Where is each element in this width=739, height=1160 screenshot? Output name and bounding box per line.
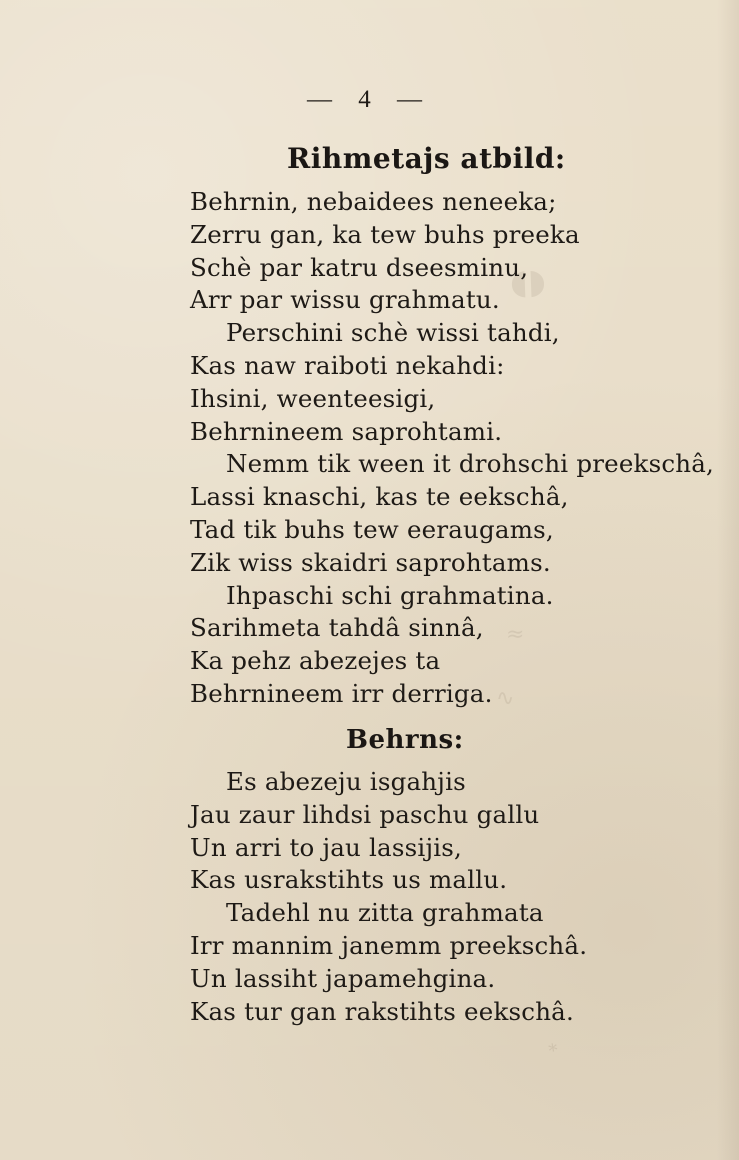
poem-line: Tadehl nu zitta grahmata [226, 898, 544, 928]
poem-line: Arr par wissu grahmatu. [190, 285, 500, 315]
show-through-ornament: ◖◗ [509, 261, 547, 303]
poem-line: Schè par katru dseesminu, [190, 252, 529, 282]
poem-line: Ka pehz abezejes ta [190, 646, 441, 676]
show-through-mark: ⁎ [546, 1034, 559, 1057]
poem-line: Zik wiss skaidri saprohtams. [190, 547, 551, 577]
child-poem [190, 766, 710, 1028]
page-number: — 4 — [307, 86, 432, 113]
poem-line: Behrnineem saprohtami. [190, 416, 503, 446]
poem-line: Nemm tik ween it drohschi preekschâ, [226, 449, 715, 479]
poem-line: Ihsini, weenteesigi, [190, 383, 436, 413]
poem-line: Un lassiht japamehgina. [190, 963, 496, 993]
section-title: Rihmetajs atbild: [287, 142, 566, 175]
poem-line: Behrnin, nebaidees neneeka; [190, 187, 557, 216]
page-edge-shadow [717, 0, 739, 1160]
show-through-mark: ≈ [506, 622, 525, 647]
poem-line: Jau zaur lihdsi paschu gallu [190, 799, 540, 829]
poem-line: Un arri to jau lassijis, [190, 832, 463, 862]
poem-line: Sarihmeta tahdâ sinnâ, [190, 613, 484, 643]
section-title: Behrns: [346, 725, 464, 755]
narrator-poem [190, 186, 715, 711]
poem-line: Kas naw raiboti nekahdi: [190, 350, 505, 380]
poem-line: Zerru gan, ka tew buhs preeka [190, 219, 580, 249]
poem-line: Irr mannim janemm preekschâ. [190, 930, 588, 960]
poem-line: Lassi knaschi, kas te eekschâ, [190, 482, 569, 512]
poem-line: Ihpaschi schi grahmatina. [226, 580, 554, 610]
poem-line: Kas usrakstihts us mallu. [190, 865, 508, 895]
poem-line: Behrnineem irr derriga. [190, 678, 493, 708]
poem-line: Kas tur gan rakstihts eekschâ. [190, 996, 574, 1026]
poem-line: Tad tik buhs tew eeraugams, [190, 514, 554, 544]
show-through-mark: ∿ [496, 686, 515, 711]
poem-line: Es abezeju isgahjis [226, 767, 466, 796]
poem-line: Perschini schè wissi tahdi, [226, 318, 560, 348]
